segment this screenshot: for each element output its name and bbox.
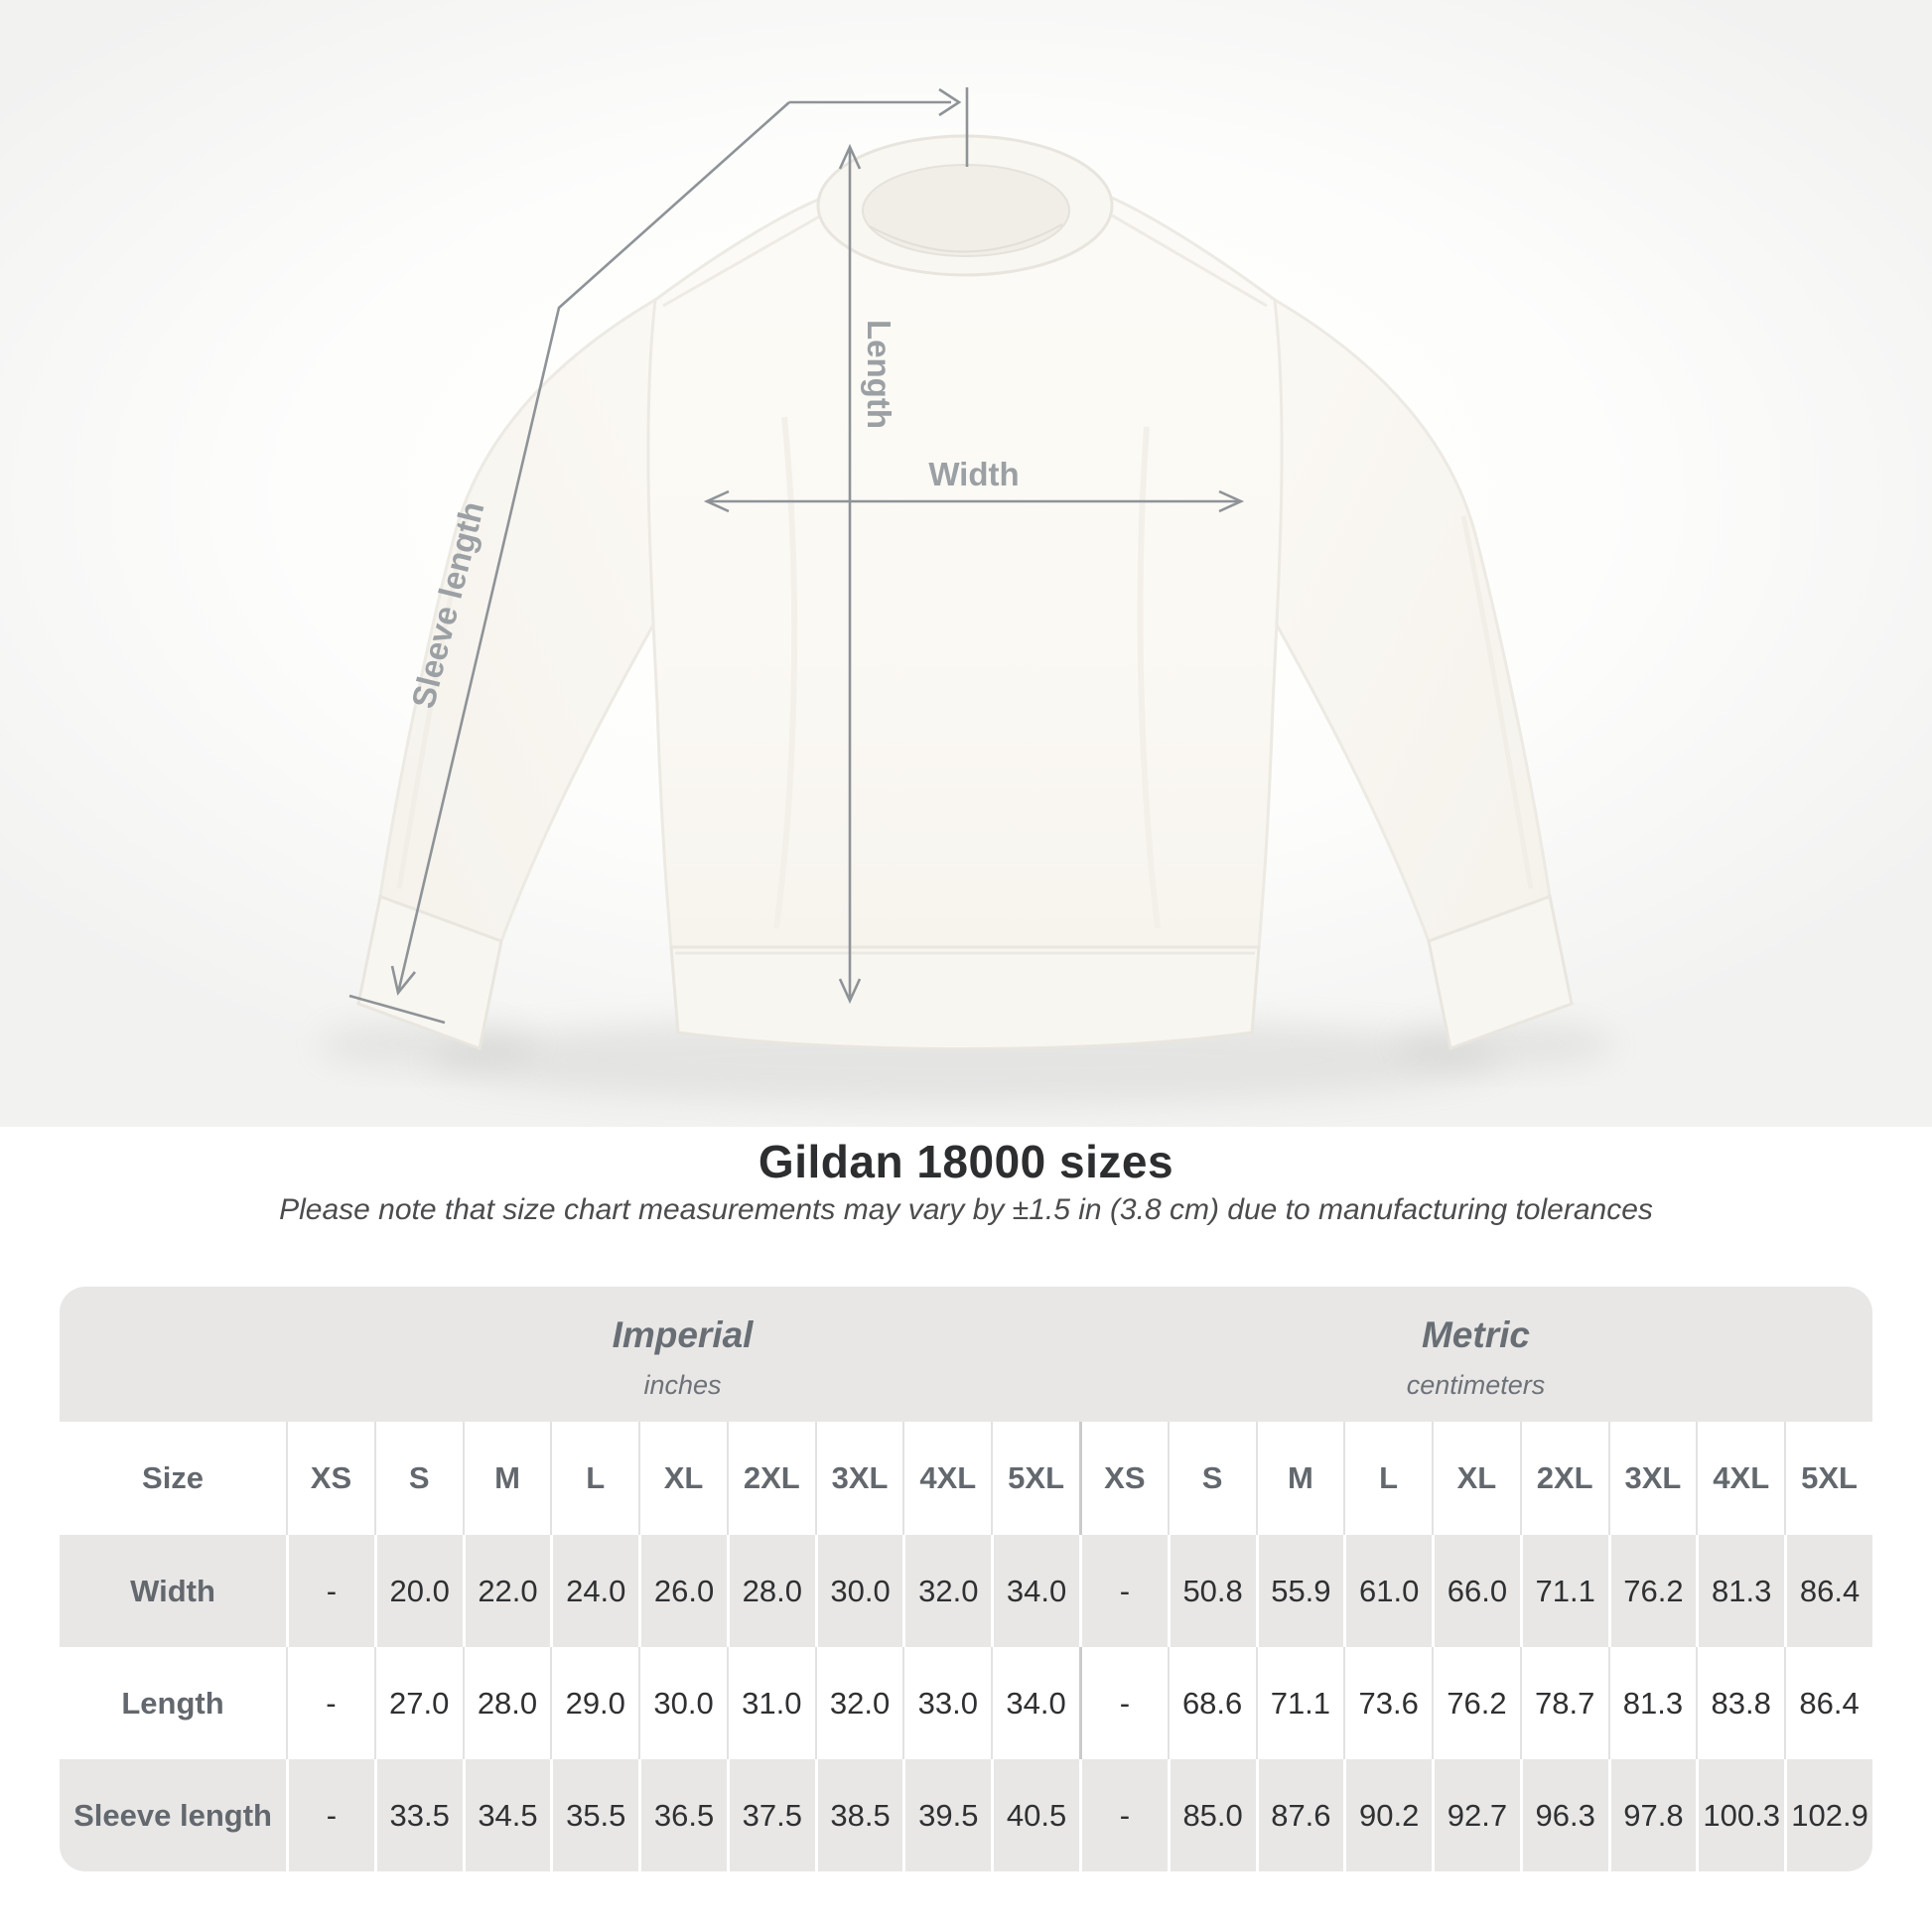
row-label-length: Length [121,1685,224,1721]
col-header: 2XL [1520,1422,1608,1535]
size-table [60,1287,1872,1871]
value-cell: 31.0 [727,1647,815,1759]
value-cell: 76.2 [1608,1535,1697,1647]
col-header: S [374,1422,463,1535]
col-header: M [1256,1422,1344,1535]
value-cell: 55.9 [1256,1535,1344,1647]
body-panel [648,195,1282,1049]
value-cell: 86.4 [1784,1535,1872,1647]
value-cell: 34.0 [991,1647,1079,1759]
value-cell: 85.0 [1168,1759,1256,1871]
value-cell: 28.0 [727,1535,815,1647]
value-cell: - [286,1535,374,1647]
value-cell: - [1079,1647,1168,1759]
tolerance-note: Please note that size chart measurements may vary by ±1.5 in (3.8 cm) due to manufacturing tolerances [279,1193,1653,1226]
col-header: 5XL [1784,1422,1872,1535]
value-cell: 39.5 [902,1759,991,1871]
value-cell: 81.3 [1608,1647,1697,1759]
imperial-group-label: Imperial [612,1313,754,1355]
left-sleeve [358,300,690,1048]
metric-group-cell [1079,1287,1872,1422]
table-row-width [60,1535,1872,1647]
value-cell: 32.0 [902,1535,991,1647]
value-cell: 73.6 [1343,1647,1432,1759]
value-cell: 35.5 [550,1759,638,1871]
unit-group-row [60,1287,1872,1422]
value-cell: 86.4 [1784,1647,1872,1759]
row-label-sleeve-length: Sleeve length [73,1797,272,1833]
value-cell: 100.3 [1696,1759,1784,1871]
size-table-container [60,1287,1872,1871]
value-cell: 30.0 [815,1535,903,1647]
col-header: 4XL [1696,1422,1784,1535]
value-cell: 92.7 [1432,1759,1520,1871]
metric-group-unit: centimeters [1406,1369,1546,1400]
size-corner-header: Size [142,1460,205,1495]
col-header: XL [1432,1422,1520,1535]
value-cell: 38.5 [815,1759,903,1871]
value-cell: - [286,1647,374,1759]
value-cell: 96.3 [1520,1759,1608,1871]
size-header-row [60,1422,1872,1535]
band-corner-cell [60,1287,286,1422]
col-header: 2XL [727,1422,815,1535]
value-cell: 97.8 [1608,1759,1697,1871]
value-cell: 34.0 [991,1535,1079,1647]
value-cell: - [1079,1535,1168,1647]
col-header: M [463,1422,551,1535]
value-cell: 71.1 [1256,1647,1344,1759]
metric-group-label: Metric [1421,1313,1530,1355]
col-header: 4XL [902,1422,991,1535]
imperial-group-unit: inches [643,1369,722,1400]
col-header: XS [286,1422,374,1535]
value-cell: 30.0 [638,1647,727,1759]
value-cell: 36.5 [638,1759,727,1871]
value-cell: 78.7 [1520,1647,1608,1759]
value-cell: - [1079,1759,1168,1871]
col-header: 3XL [815,1422,903,1535]
value-cell: 83.8 [1696,1647,1784,1759]
col-header: 5XL [991,1422,1079,1535]
value-cell: 33.0 [902,1647,991,1759]
row-label-width: Width [130,1573,215,1608]
value-cell: 71.1 [1520,1535,1608,1647]
value-cell: 37.5 [727,1759,815,1871]
value-cell: 22.0 [463,1535,551,1647]
table-row-length [60,1647,1872,1759]
col-header: L [1343,1422,1432,1535]
value-cell: 68.6 [1168,1647,1256,1759]
value-cell: 87.6 [1256,1759,1344,1871]
table-row-sleeve-length [60,1759,1872,1871]
value-cell: 26.0 [638,1535,727,1647]
hem-band [671,947,1259,1049]
value-cell: 33.5 [374,1759,463,1871]
value-cell: - [286,1759,374,1871]
value-cell: 66.0 [1432,1535,1520,1647]
value-cell: 50.8 [1168,1535,1256,1647]
value-cell: 76.2 [1432,1647,1520,1759]
col-header: XS [1079,1422,1168,1535]
value-cell: 32.0 [815,1647,903,1759]
value-cell: 90.2 [1343,1759,1432,1871]
col-header: L [550,1422,638,1535]
right-sleeve [1240,300,1572,1048]
col-header: S [1168,1422,1256,1535]
value-cell: 40.5 [991,1759,1079,1871]
value-cell: 27.0 [374,1647,463,1759]
width-label: Width [928,456,1020,492]
page-title: Gildan 18000 sizes [758,1136,1174,1187]
value-cell: 34.5 [463,1759,551,1871]
value-cell: 61.0 [1343,1535,1432,1647]
length-label: Length [861,320,897,429]
value-cell: 29.0 [550,1647,638,1759]
value-cell: 102.9 [1784,1759,1872,1871]
value-cell: 28.0 [463,1647,551,1759]
collar [818,136,1112,275]
imperial-group-cell [286,1287,1079,1422]
sleeve-length-label: Sleeve length [404,497,491,712]
col-header: 3XL [1608,1422,1697,1535]
value-cell: 20.0 [374,1535,463,1647]
value-cell: 81.3 [1696,1535,1784,1647]
value-cell: 24.0 [550,1535,638,1647]
col-header: XL [638,1422,727,1535]
